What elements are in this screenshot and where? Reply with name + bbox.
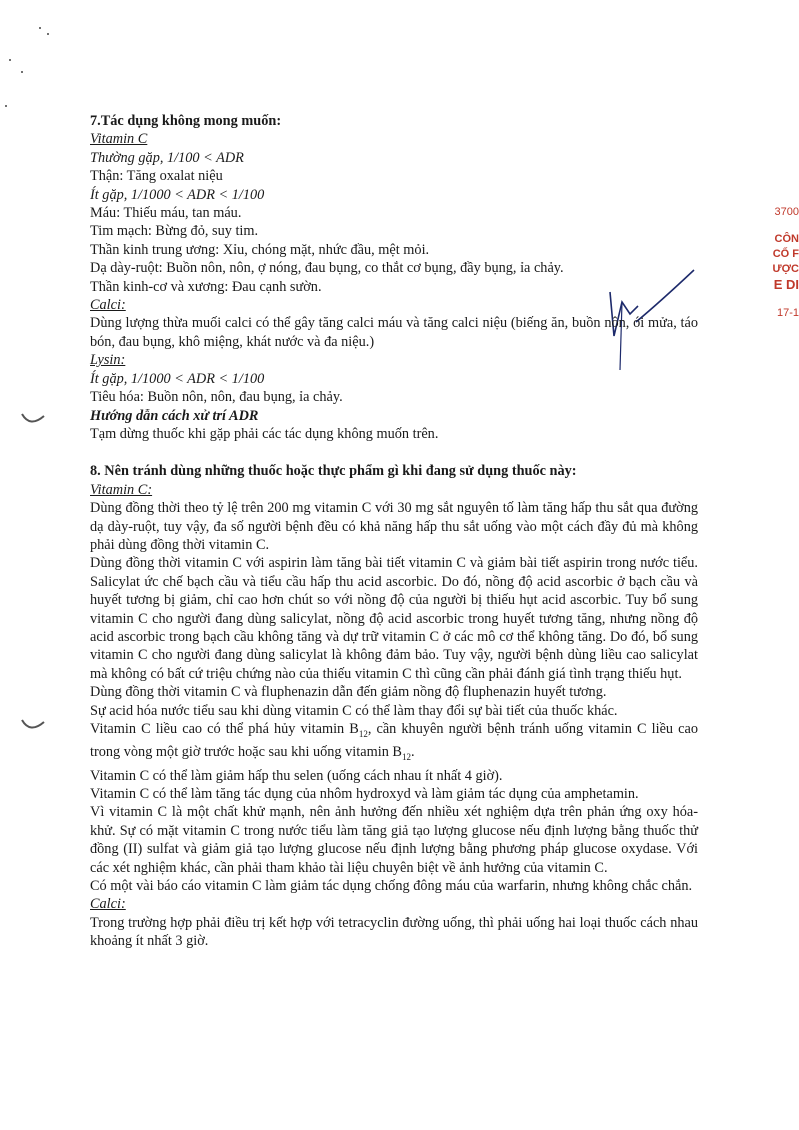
section-8-heading: 8. Nên tránh dùng những thuốc hoặc thực phẩm gì khi đang sử dụng thuốc này: <box>90 463 577 480</box>
s8-p5-part-c: . <box>410 744 415 761</box>
s7-blood: Máu: Thiếu máu, tan máu. <box>90 205 242 222</box>
stamp-line-2: CÔN <box>774 233 799 245</box>
s7-kidney: Thận: Tăng oxalat niệu <box>90 168 223 185</box>
s8-paragraph-1: Dùng đồng thời theo tỷ lệ trên 200 mg vitamin C với 30 mg sắt nguyên tố làm tăng hấp thu sắt qua đường dạ dày-ruột, tuy vậy, đa số người bệnh đều có khả năng hấp thu sắt uống vào một cách đầy đủ mà không phải dùng đồng thời vitamin C. <box>90 500 698 553</box>
section-7-heading: 7.Tác dụng không mong muốn: <box>90 113 282 129</box>
stamp-line-5: E DI <box>773 277 799 292</box>
s8-paragraph-5 <box>90 720 698 767</box>
s7-lysin-frequency: Ít gặp, 1/1000 < ADR < 1/100 <box>90 370 265 387</box>
stamp-line-6: 17-1 <box>776 307 799 319</box>
s8-paragraph-6: Vitamin C có thể làm giảm hấp thu selen (uống cách nhau ít nhất 4 giờ). <box>90 767 503 784</box>
s8-p5-subscript-1: 12 <box>358 728 368 739</box>
s8-paragraph-9: Có một vài báo cáo vitamin C làm giảm tác dụng chống đông máu của warfarin, nhưng không chắc chắn. <box>90 877 693 894</box>
s7-rare-frequency: Ít gặp, 1/1000 < ADR < 1/100 <box>90 186 265 203</box>
s7-cns: Thần kinh trung ương: Xỉu, chóng mặt, nhức đầu, mệt mỏi. <box>90 241 430 258</box>
s8-p5-subscript-2: 12 <box>401 752 411 763</box>
stamp-line-1: 3700 <box>774 206 799 218</box>
s8-p5-part-b: , cần khuyên người bệnh tránh uống vitamin C liều cao trong vòng một giờ trước hoặc sau khi uống vitamin B <box>90 721 698 761</box>
s7-gi: Dạ dày-ruột: Buồn nôn, nôn, ợ nóng, đau bụng, co thắt cơ bụng, đầy bụng, ỉa chảy. <box>90 260 564 277</box>
s7-cardio: Tim mạch: Bừng đỏ, suy tim. <box>90 223 259 240</box>
s7-common-frequency: Thường gặp, 1/100 < ADR <box>90 149 244 166</box>
stamp-line-3: CỔ F <box>772 248 799 260</box>
s8-paragraph-4: Sự acid hóa nước tiểu sau khi dùng vitamin C có thể làm thay đổi sự bài tiết của thuốc khác. <box>90 702 618 719</box>
s8-paragraph-2: Dùng đồng thời vitamin C với aspirin làm tăng bài tiết vitamin C và giảm bài tiết aspirin trong nước tiểu. Salicylat ức chế bạch cầu và tiểu cầu hấp thu acid ascorbic. Do đó, nồng độ acid ascorbic ở bạch cầu và huyết tương bị giảm, chỉ cao hơn chút so với nồng độ của người bị thiếu hụt acid ascorbic. Tuy bổ sung vitamin C cho người đang dùng salicylat, nồng độ acid ascorbic trong huyết tương tăng, nhưng nồng độ acid ascorbic trong bạch cầu không tăng và dự trữ vitamin C ở các mô cơ thể không tăng. Do đó, bổ sung vitamin C cho người đang dùng salicylat là không đảm bảo. Tuy vậy, người bệnh dùng liều cao salicylat mà không có bất cứ triệu chứng nào của thiếu vitamin C thì cũng cần phải đánh giá tình trạng thiếu hụt. <box>90 555 698 682</box>
scan-specks <box>0 20 60 120</box>
s7-adr-heading: Hướng dẫn cách xử trí ADR <box>90 407 259 424</box>
s7-lysin-text: Tiêu hóa: Buồn nôn, nôn, đau bụng, ỉa chảy. <box>90 389 343 406</box>
document-body <box>90 112 698 951</box>
punch-hole-mark-bottom <box>20 716 46 736</box>
stamp-line-4: ƯỢC <box>772 263 799 275</box>
s8-calci-label: Calci: <box>90 896 126 913</box>
s8-paragraph-3: Dùng đồng thời vitamin C và fluphenazin dẫn đến giảm nồng độ fluphenazin huyết tương. <box>90 684 607 701</box>
s7-calci-text: Dùng lượng thừa muối calci có thể gây tăng calci máu và tăng calci niệu (biếng ăn, buồn nôn, ói mửa, táo bón, đau bụng, khô miệng, khát nước và đa niệu.) <box>90 315 698 350</box>
s7-neuro: Thần kinh-cơ và xương: Đau cạnh sườn. <box>90 278 322 295</box>
s7-calci-label: Calci: <box>90 297 126 314</box>
s8-paragraph-7: Vitamin C có thể làm tăng tác dụng của nhôm hydroxyd và làm giảm tác dụng của amphetamin. <box>90 785 639 802</box>
s7-vitamin-c-label: Vitamin C <box>90 131 148 148</box>
s8-vitamin-c-label: Vitamin C: <box>90 481 153 498</box>
punch-hole-mark-top <box>20 410 46 430</box>
s8-p5-part-a: Vitamin C liều cao có thể phá hủy vitamin B <box>90 721 359 737</box>
s7-lysin-label: Lysin: <box>90 352 126 369</box>
red-stamp <box>761 205 799 345</box>
s7-adr-text: Tạm dừng thuốc khi gặp phải các tác dụng không muốn trên. <box>90 425 439 442</box>
s8-paragraph-8: Vì vitamin C là một chất khử mạnh, nên ảnh hưởng đến nhiều xét nghiệm dựa trên phản ứng oxy hóa-khử. Sự có mặt vitamin C trong nước tiểu làm tăng giả tạo lượng glucose nếu định lượng bằng thuốc thử đồng (II) sulfat và giảm giả tạo lượng glucose nếu định lượng bằng phương pháp glucose oxydase. Với các xét nghiệm khác, cần phải tham khảo tài liệu chuyên biệt về ảnh hưởng của vitamin C. <box>90 804 698 876</box>
s8-calci-text: Trong trường hợp phải điều trị kết hợp với tetracyclin đường uống, thì phải uống hai loại thuốc cách nhau khoảng ít nhất 3 giờ. <box>90 914 698 950</box>
